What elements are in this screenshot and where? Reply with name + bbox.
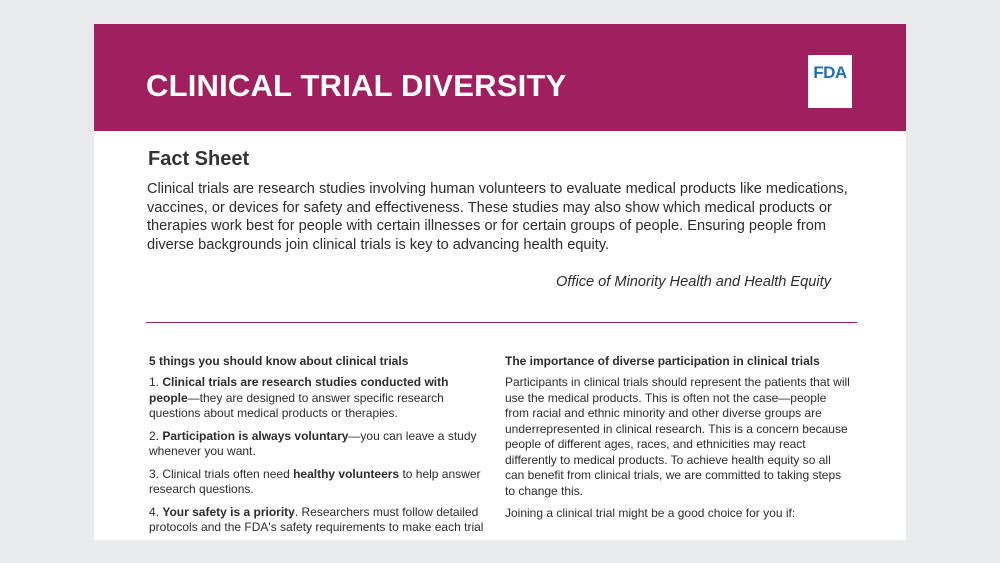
list-item-prefix: 2. <box>149 428 163 443</box>
list-item-text: . Researchers must follow detailed protocols and the FDA's safety requirements to make each trial <box>149 504 484 534</box>
intro-paragraph: Clinical trials are research studies involving human volunteers to evaluate medical products like medications, vaccines, or devices for safety and effectiveness. These studies may also show which medical products or therapies work best for people with certain illnesses or for certain groups of people. Ensuring people from diverse backgrounds join clinical trials is key to advancing health equity. <box>147 181 848 253</box>
header-banner <box>94 24 906 131</box>
list-item-text: to help answer research questions. <box>149 466 481 496</box>
list-item <box>149 505 489 536</box>
list-item-prefix: 3. Clinical trials often need <box>149 466 294 481</box>
joining-paragraph: Joining a clinical trial might be a good choice for you if: <box>505 506 796 520</box>
list-item <box>149 429 489 460</box>
list-item-bold: Clinical trials are research studies conducted with people <box>149 375 449 405</box>
right-column-heading: The importance of diverse participation in clinical trials <box>505 354 820 368</box>
list-item-prefix: 1. <box>149 375 163 389</box>
left-column <box>149 354 489 540</box>
list-item-bold: Your safety is a priority <box>162 504 295 519</box>
page-title: CLINICAL TRIAL DIVERSITY <box>146 68 567 103</box>
left-column-heading: 5 things you should know about clinical trials <box>149 354 409 368</box>
fact-sheet-page <box>94 24 906 540</box>
diversity-paragraph: Participants in clinical trials should represent the patients that will use the medical products. This is often not the case—people from racial and ethnic minority and other diverse groups are underrepresented in clinical research. This is a concern because people of different ages, races, and ethnicities may react differently to medical products. To achieve health equity so all can benefit from clinical trials, we are committed to taking steps to change this. <box>505 375 850 498</box>
list-item-bold: Participation is always voluntary <box>162 428 349 443</box>
fda-logo <box>808 55 852 108</box>
attribution: Office of Minority Health and Health Equity <box>556 274 831 290</box>
fact-sheet-subtitle: Fact Sheet <box>148 148 250 170</box>
list-item-bold: healthy volunteers <box>293 466 400 481</box>
list-item-text: —you can leave a study whenever you want. <box>149 428 477 458</box>
list-item-text: —they are designed to answer specific research questions about medical products or therapies. <box>149 390 444 420</box>
fda-logo-text: FDA <box>813 63 847 82</box>
list-item <box>149 375 489 422</box>
list-item-prefix: 4. <box>149 504 163 519</box>
list-item <box>149 467 489 498</box>
section-divider <box>146 322 857 323</box>
right-column <box>505 354 850 529</box>
